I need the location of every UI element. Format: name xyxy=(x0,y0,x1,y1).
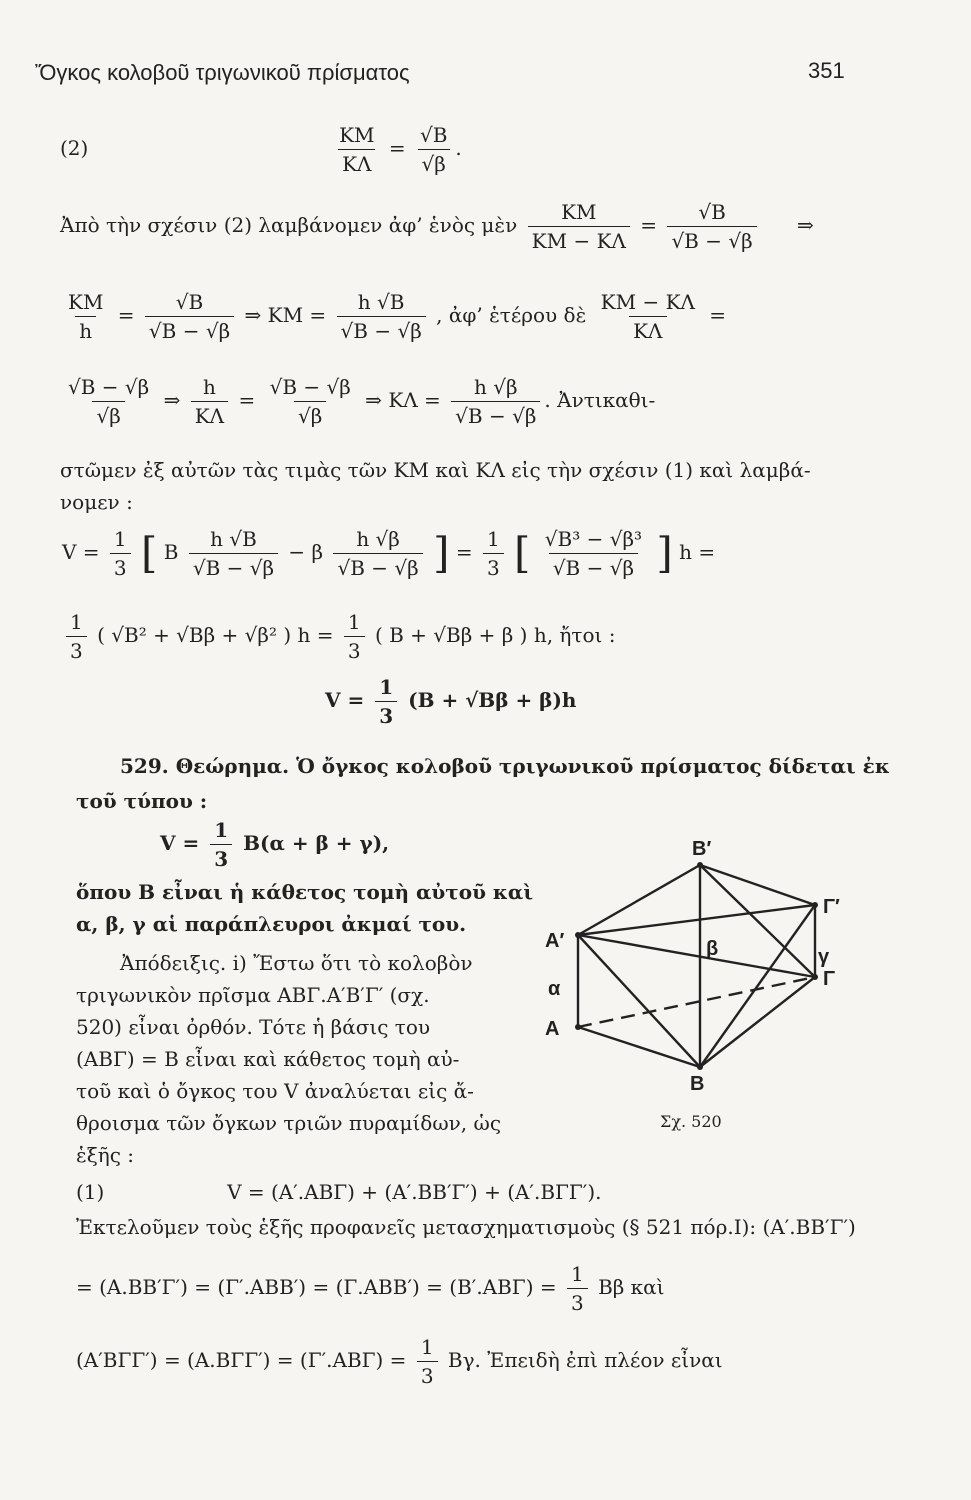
theorem-line: ὅπου B εἶναι ἡ κάθετος τομὴ αὐτοῦ καὶ xyxy=(76,880,533,904)
label-g: Γ xyxy=(823,968,836,990)
proof-line: 520) εἶναι ὀρθόν. Τότε ἡ βάσις του xyxy=(76,1015,431,1039)
label-a-prime: A′ xyxy=(545,930,565,952)
label-b: B xyxy=(690,1073,705,1095)
paragraph-line: στῶμεν ἐξ αὐτῶν τὰς τιμὰς τῶν KM καὶ KΛ εἰς τὴν σχέσιν (1) καὶ λαμβά- xyxy=(60,458,811,482)
theorem-line: τοῦ τύπου : xyxy=(76,789,208,813)
proof-equation-1: (1) V = (Α′.ΑΒΓ) + (Α′.ΒΒ′Γ′) + (Α′.ΒΓΓ′). xyxy=(76,1180,602,1204)
proof-line: τοῦ καὶ ὁ ὄγκος του V ἀναλύεται εἰς ἄ- xyxy=(76,1079,474,1103)
label-beta: β xyxy=(706,938,719,960)
label-alpha: α xyxy=(548,978,561,1000)
running-header: Ὄγκος κολοβοῦ τριγωνικοῦ πρίσματος xyxy=(35,60,410,85)
proof-equation-2: = (Α.ΒΒ′Γ′) = (Γ′.ΑΒΒ′) = (Γ.ΑΒΒ′) = (Β′.ΑΒΓ) = $\frac{1}{3}$ Bβ καὶ xyxy=(76,1262,665,1315)
edge-a-g-prime xyxy=(578,905,815,935)
paragraph-line: νομεν : xyxy=(60,490,133,514)
proof-line: Ἐκτελοῦμεν τοὺς ἑξῆς προφανεῖς μετασχηματισμοὺς (§ 521 πόρ.I): (Α′.ΒΒ′Γ′) xyxy=(76,1215,856,1239)
edge-b-g-prime xyxy=(700,865,815,905)
derivation-line-3: $\frac{√B - √\beta}{√\beta}$ ⇒ $\frac{h}{K\Lambda}$ = $\frac{√B - √\beta}{√\beta}$ ⇒ KΛ = $\frac{h √\beta}{√B - √\beta}$ . Ἀντικαθι- xyxy=(68,375,656,428)
equation-2: (2) $\frac{KM}{K\Lambda}$ = $\frac{√B}{√\beta}$ . xyxy=(60,123,462,176)
theorem-line: 529. Θεώρημα. Ὁ ὄγκος κολοβοῦ τριγωνικοῦ πρίσματος δίδεται ἐκ xyxy=(120,754,890,778)
proof-line: τριγωνικὸν πρῖσμα ΑΒΓ.Α′Β′Γ′ (σχ. xyxy=(76,983,430,1007)
proof-equation-3: (Α′ΒΓΓ′) = (Α.ΒΓΓ′) = (Γ′.ΑΒΓ) = $\frac{1}{3}$ Bγ. Ἐπειδὴ ἐπὶ πλέον εἶναι xyxy=(76,1335,723,1388)
theorem-line: α, β, γ αἱ παράπλευροι ἀκμαί του. xyxy=(76,912,467,936)
prism-figure xyxy=(520,835,850,1135)
label-gamma: γ xyxy=(818,946,830,968)
derivation-line-2: $\frac{KM}{h}$ = $\frac{√B}{√B - √\beta}$ ⇒ KM = $\frac{h √B}{√B - √\beta}$ , ἀφ’ ἑτέρου δὲ $\frac{KM - K\Lambda}{K\Lambda}$ = xyxy=(68,290,727,343)
volume-equation-1: V = $\frac{1}{3}$ [ B $\frac{h √B}{√B - √\beta}$ − β $\frac{h √\beta}{√B - √\beta}$ ] = $\frac{1}{3}$ [ $\frac{\text{√B³ − √β³}}{√B - √\beta}$ ] h = xyxy=(62,527,716,580)
label-b-prime: B′ xyxy=(692,838,712,860)
page-number: 351 xyxy=(808,58,845,83)
fraction: $\frac{KM}{K\Lambda}$ xyxy=(339,123,375,176)
proof-line: Ἀπόδειξις. i) Ἔστω ὅτι τὸ κολοβὸν xyxy=(120,951,473,975)
fraction: $\frac{√B}{√\beta}$ xyxy=(416,123,451,176)
label-a: A xyxy=(545,1018,560,1040)
proof-line: ἑξῆς : xyxy=(76,1143,135,1167)
volume-equation-2: $\frac{1}{3}$ ( √B² + √Bβ + √β² ) h = $\frac{1}{3}$ ( B + √Bβ + β ) h, ἤτοι : xyxy=(62,610,615,663)
proof-line: (ΑΒΓ) = B εἶναι καὶ κάθετος τομὴ αὐ- xyxy=(76,1047,460,1071)
figure-caption: Σχ. 520 xyxy=(660,1112,722,1131)
theorem-formula: V = $\frac{1}{3}$ B(α + β + γ), xyxy=(160,818,390,871)
label-g-prime: Γ′ xyxy=(823,896,840,918)
volume-result: V = $\frac{1}{3}$ (B + √Bβ + β)h xyxy=(325,675,577,728)
edge-a-b-prime xyxy=(578,865,700,935)
hidden-edge-ag xyxy=(578,977,815,1027)
diag-b-g-prime xyxy=(700,905,815,1067)
eq-label: (2) xyxy=(60,136,89,160)
proof-line: θροισμα τῶν ὄγκων τριῶν πυραμίδων, ὡς xyxy=(76,1111,502,1135)
edge-bg xyxy=(700,977,815,1067)
derivation-line-1: Ἀπὸ τὴν σχέσιν (2) λαμβάνομεν ἀφ’ ἑνὸς μὲν $\frac{KM}{KM - K\Lambda}$ = $\frac{√B}{√B - √\beta}$ ⇒ xyxy=(60,200,814,253)
